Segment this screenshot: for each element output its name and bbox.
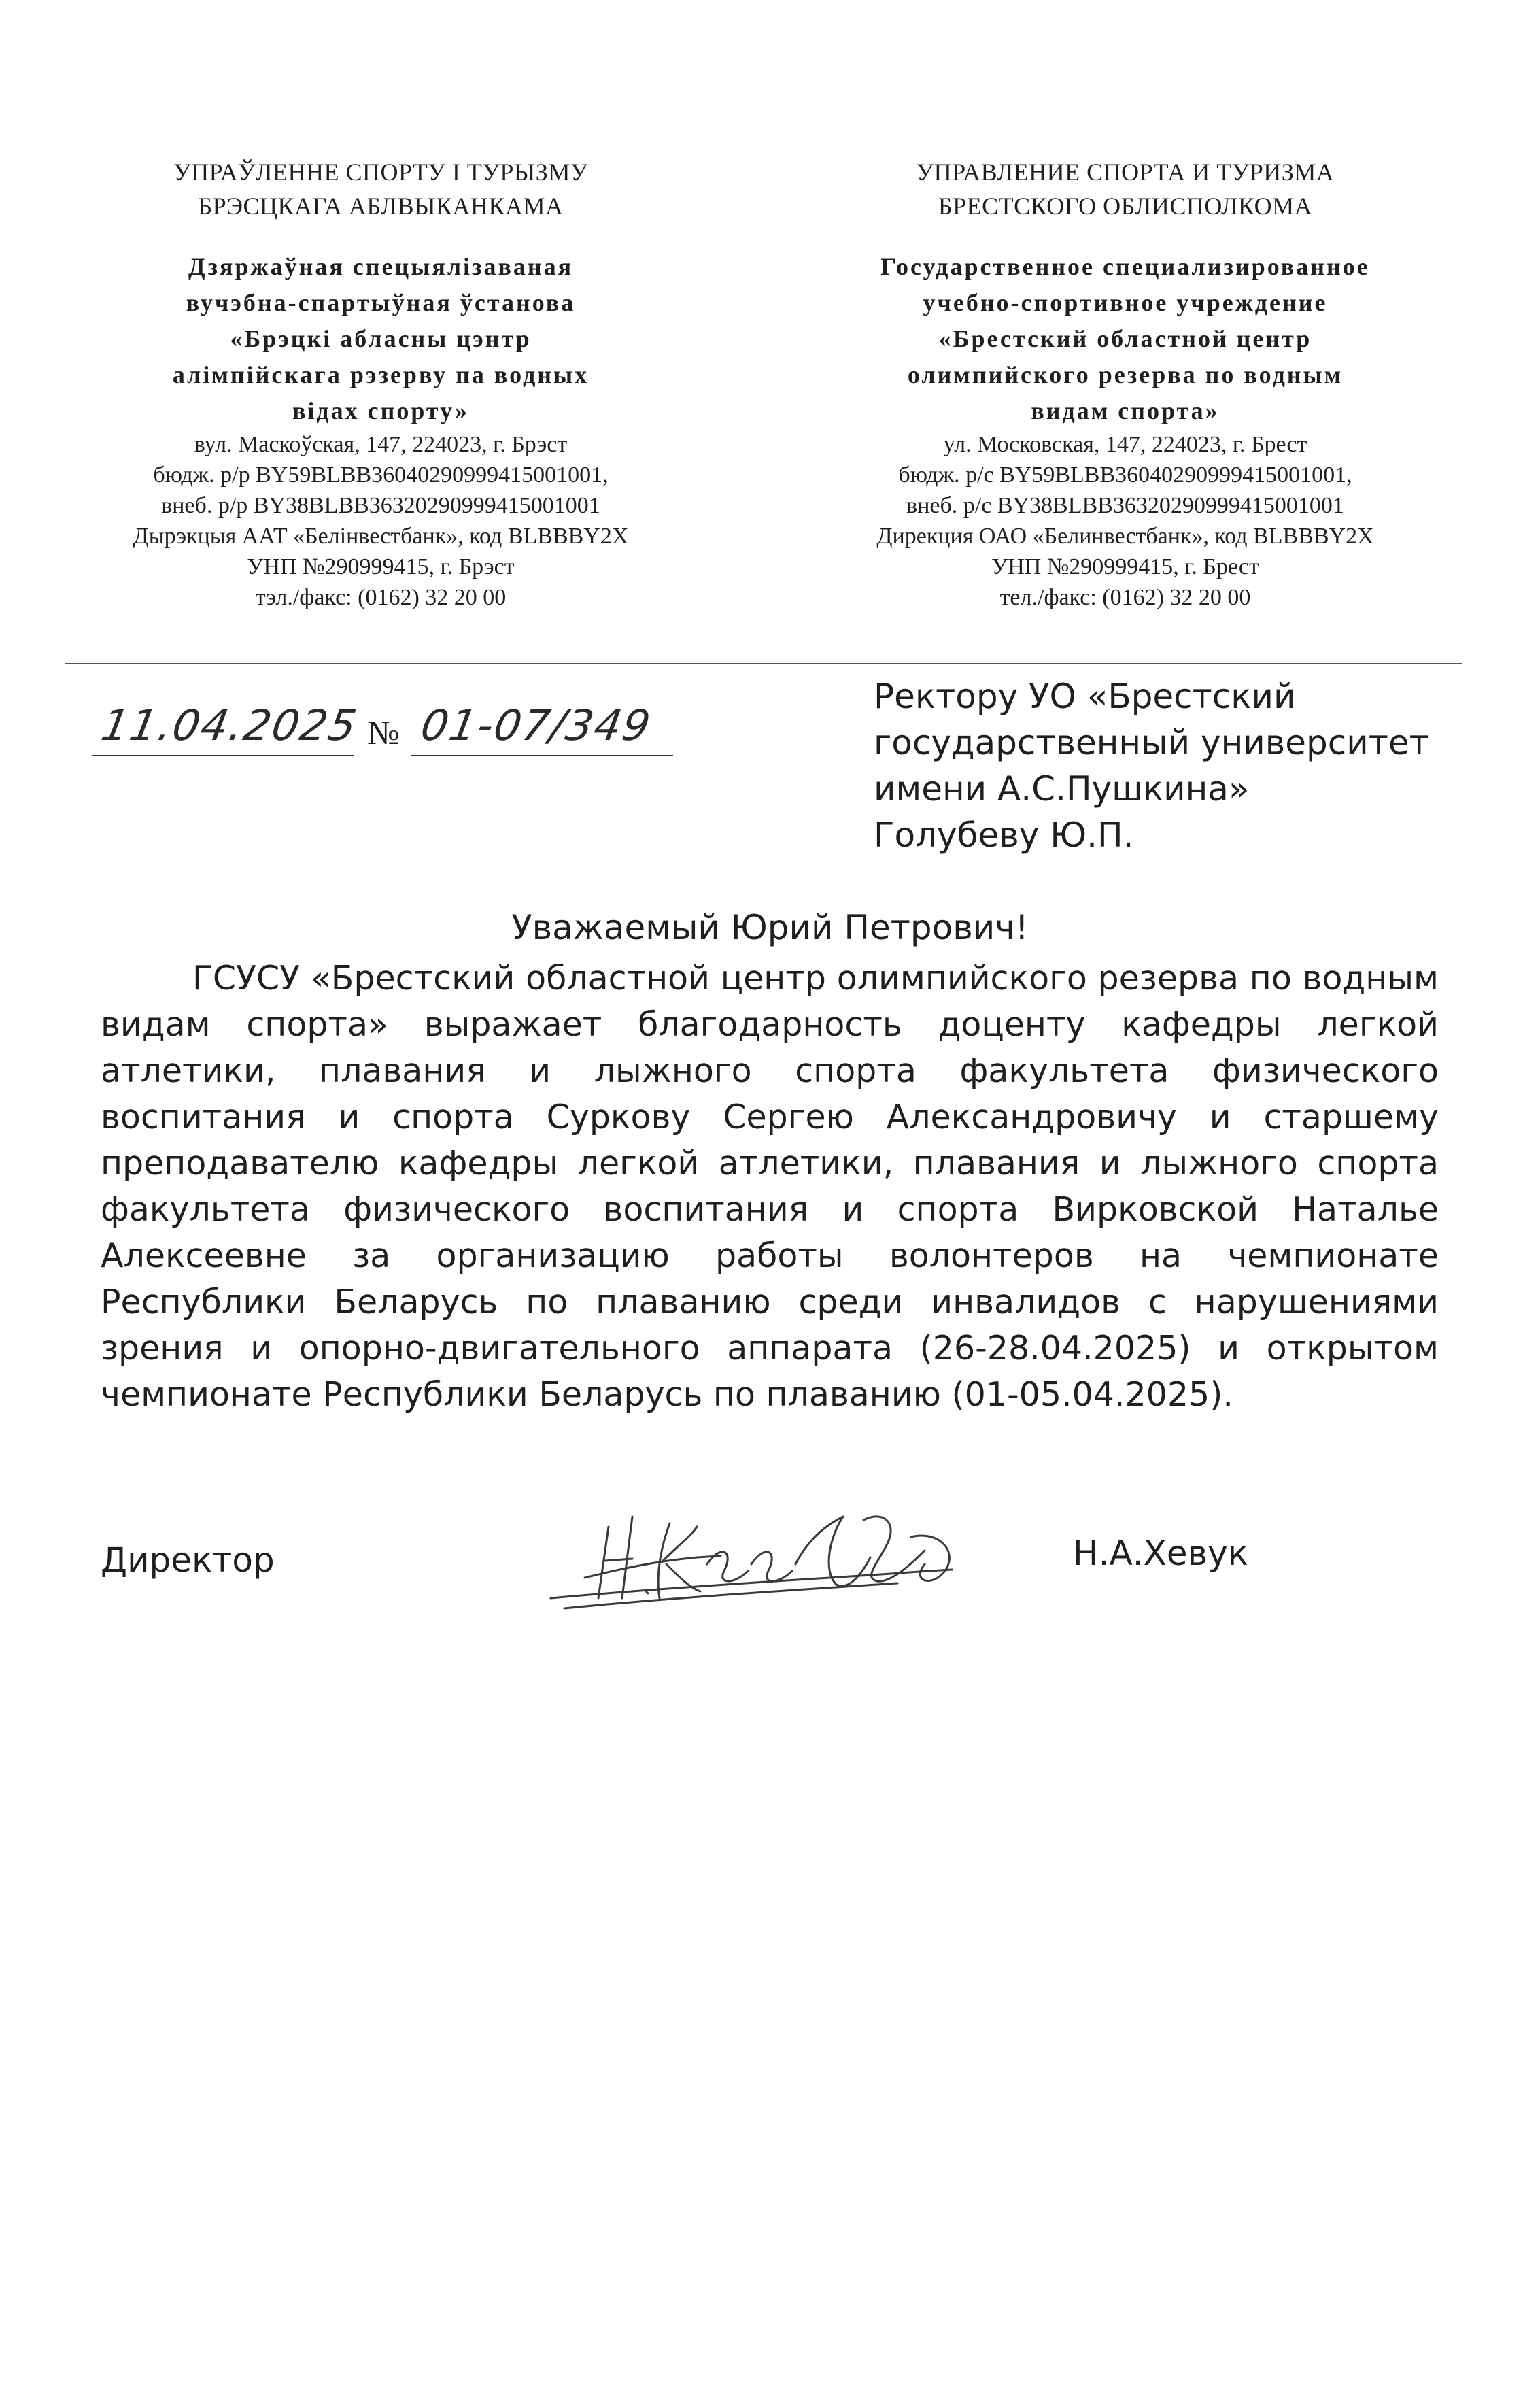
organization-name-be: [65, 249, 697, 429]
salutation: Уважаемый Юрий Петрович!: [511, 908, 1029, 947]
dept-line: БРЭСЦКАГА АБЛВЫКАНКАМА: [198, 192, 564, 220]
req-line: УНП №290999415, г. Брест: [991, 554, 1259, 579]
org-line: Дзяржаўная спецыялізаваная: [188, 253, 574, 280]
handwritten-date: 11.04.2025: [97, 700, 362, 750]
department-name-ru: [809, 155, 1441, 223]
req-line: тэл./факс: (0162) 32 20 00: [255, 585, 507, 610]
req-line: ул. Московская, 147, 224023, г. Брест: [943, 432, 1307, 457]
header-divider: [65, 663, 1462, 664]
req-line: внеб. р/с BY38BLBB36320290999415001001: [906, 493, 1344, 518]
org-line: Государственное специализированное: [880, 253, 1370, 280]
req-line: бюдж. р/р BY59BLBB36040290999415001001,: [153, 462, 609, 488]
signer-name: Н.А.Хевук: [1073, 1534, 1248, 1573]
req-line: внеб. р/р BY38BLBB36320290999415001001: [161, 493, 600, 518]
req-line: Дирекция ОАО «Белинвестбанк», код BLBBBY2X: [876, 524, 1374, 549]
org-line: «Брэцкі абласны цэнтр: [230, 325, 532, 352]
org-line: алімпійскага рэзерву па водных: [172, 361, 589, 388]
recipient-line: имени А.С.Пушкина»: [874, 769, 1250, 809]
req-line: Дырэкцыя ААТ «Белінвестбанк», код BLBBBY2X: [133, 524, 629, 549]
signer-position: Директор: [101, 1540, 275, 1580]
req-line: бюдж. р/с BY59BLBB36040290999415001001,: [898, 462, 1352, 488]
org-line: вучэбна-спартыўная ўстанова: [186, 289, 576, 316]
req-line: вул. Маскоўская, 147, 224023, г. Брэст: [194, 432, 568, 457]
organization-name-ru: [809, 249, 1441, 429]
reference-line: [92, 700, 704, 762]
recipient-line: государственный университет: [874, 723, 1429, 762]
requisites-be: [65, 429, 697, 613]
dept-line: УПРАВЛЕНИЕ СПОРТА И ТУРИЗМА: [916, 158, 1335, 186]
recipient-line: Голубеву Ю.П.: [874, 815, 1134, 855]
dept-line: УПРАЎЛЕННЕ СПОРТУ І ТУРЫЗМУ: [173, 158, 588, 186]
dept-line: БРЕСТСКОГО ОБЛИСПОЛКОМА: [938, 192, 1313, 220]
header-right: [809, 155, 1441, 613]
number-sign: №: [367, 713, 400, 751]
number-underline: [411, 755, 673, 756]
recipient-block: [874, 673, 1429, 858]
header-left: [65, 155, 697, 613]
handwritten-signature: [544, 1496, 1020, 1625]
handwritten-number: 01-07/349: [417, 700, 655, 750]
department-name-be: [65, 155, 697, 223]
org-line: учебно-спортивное учреждение: [923, 289, 1328, 316]
org-line: видам спорта»: [1031, 397, 1220, 424]
letter-body: ГСУСУ «Брестский областной центр олимпийского резерва по водным видам спорта» выражает благодарность доценту кафедры легкой атлетики, плавания и лыжного спорта факультета физического воспитания и спорта Суркову Сергею Александровичу и старшему преподавателю кафедры легкой атлетики, плавания и лыжного спорта факультета физического воспитания и спорта Вирковской Наталье Алексеевне за организацию работы волонтеров на чемпионате Республики Беларусь по плаванию среди инвалидов с нарушениями зрения и опорно-двигательного аппарата (26-28.04.2025) и открытом чемпионате Республики Беларусь по плаванию (01-05.04.2025).: [101, 959, 1439, 1414]
org-line: олимпийского резерва по водным: [907, 361, 1344, 388]
req-line: УНП №290999415, г. Брэст: [247, 554, 515, 579]
recipient-line: Ректору УО «Брестский: [874, 677, 1296, 716]
org-line: відах спорту»: [292, 397, 470, 424]
date-underline: [92, 755, 354, 756]
requisites-ru: [809, 429, 1441, 613]
org-line: «Брестский областной центр: [938, 325, 1312, 352]
req-line: тел./факс: (0162) 32 20 00: [999, 585, 1251, 610]
